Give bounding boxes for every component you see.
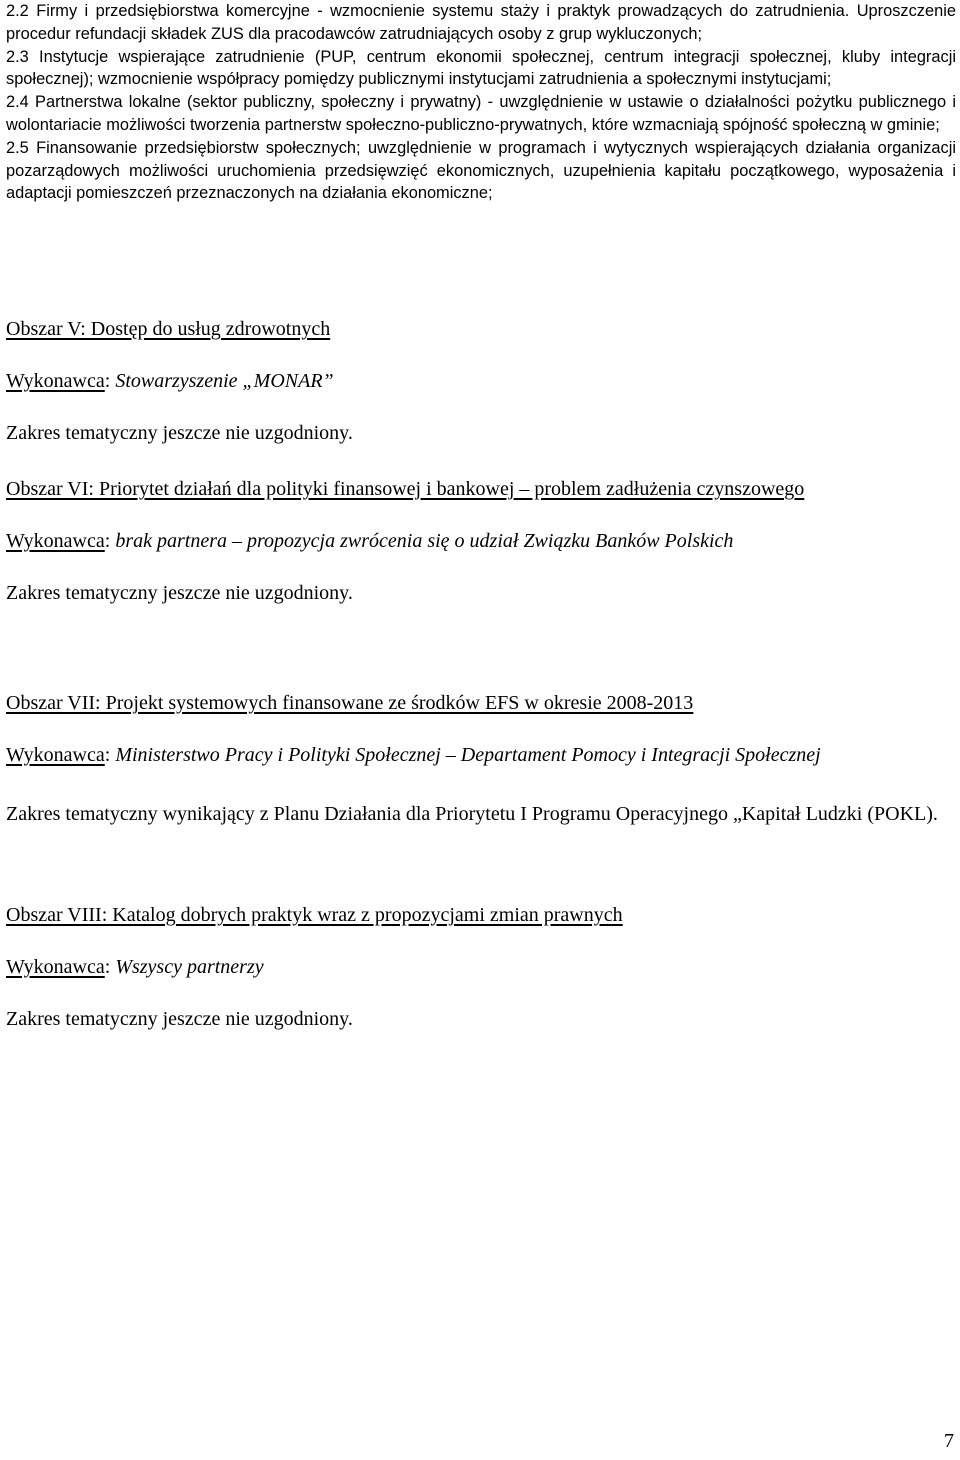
executor-label: Wykonawca — [6, 744, 105, 766]
executor-label: Wykonawca — [6, 370, 105, 392]
executor-line — [6, 954, 956, 980]
executor-line — [6, 368, 956, 394]
section-heading: Obszar VII: Projekt systemowych finansowane ze środków EFS w okresie 2008-2013 — [6, 692, 694, 714]
list-item: 2.4 Partnerstwa lokalne (sektor publiczny, społeczny i prywatny) - uwzględnienie w ustawie o działalności pożytku publicznego i wolontariacie możliwości tworzenia partnerstw społeczno-publiczno-prywatnych, które wzmacniają spójność społeczną w gminie; — [6, 93, 956, 134]
section-obszar-v — [6, 316, 956, 446]
scope-text: Zakres tematyczny wynikający z Planu Działania dla Priorytetu I Programu Operacyjnego „Kapitał Ludzki (POKL). — [6, 803, 938, 825]
executor-colon: : — [104, 744, 111, 766]
executor-line — [6, 742, 956, 768]
list-item: 2.5 Finansowanie przedsiębiorstw społecznych; uwzględnienie w programach i wytycznych wspierających działania organizacji pozarządowych możliwości uruchomienia przedsięwzięć ekonomicznych, uzupełnienia kapitału początkowego, wyposażenia i adaptacji pomieszczeń przeznaczonych na działania ekonomiczne; — [6, 138, 956, 203]
section-obszar-vi — [6, 476, 956, 606]
section-heading: Obszar VI: Priorytet działań dla polityki finansowej i bankowej – problem zadłużenia czynszowego — [6, 478, 805, 500]
executor-label: Wykonawca — [6, 530, 105, 552]
scope-text: Zakres tematyczny jeszcze nie uzgodniony. — [6, 1008, 353, 1030]
list-item: 2.3 Instytucje wspierające zatrudnienie (PUP, centrum ekonomii społecznej, centrum integracji społecznej, kluby integracji społecznej); wzmocnienie współpracy pomiędzy publicznymi instytucjami zatrudnienia a społecznymi instytucjami; — [6, 47, 956, 89]
list-item: 2.2 Firmy i przedsiębiorstwa komercyjne - wzmocnienie systemu stażу i praktyk prowadzących do zatrudnienia. Uproszczenie procedur refundacji składek ZUS dla pracodawców zatrudniających osoby z grup wykluczonych; — [6, 2, 956, 43]
executor-line — [6, 528, 956, 554]
executor-label: Wykonawca — [6, 956, 105, 978]
numbered-list — [6, 0, 956, 205]
executor-value: Stowarzyszenie „MONAR” — [110, 370, 334, 392]
executor-colon: : — [104, 370, 111, 392]
executor-colon: : — [104, 956, 111, 978]
section-obszar-viii — [6, 902, 956, 1032]
section-heading: Obszar VIII: Katalog dobrych praktyk wraz z propozycjami zmian prawnych — [6, 904, 623, 926]
scope-text: Zakres tematyczny jeszcze nie uzgodniony. — [6, 422, 353, 444]
executor-value: Wszyscy partnerzy — [110, 956, 264, 978]
scope-text: Zakres tematyczny jeszcze nie uzgodniony. — [6, 582, 353, 604]
executor-value: brak partnera – propozycja zwrócenia się o udział Związku Banków Polskich — [110, 530, 734, 552]
page-number: 7 — [944, 1430, 954, 1452]
executor-value: Ministerstwo Pracy i Polityki Społecznej – Departament Pomocy i Integracji Społecznej — [110, 744, 821, 766]
executor-colon: : — [104, 530, 111, 552]
section-obszar-vii — [6, 690, 956, 830]
section-heading: Obszar V: Dostęp do usług zdrowotnych — [6, 318, 331, 340]
